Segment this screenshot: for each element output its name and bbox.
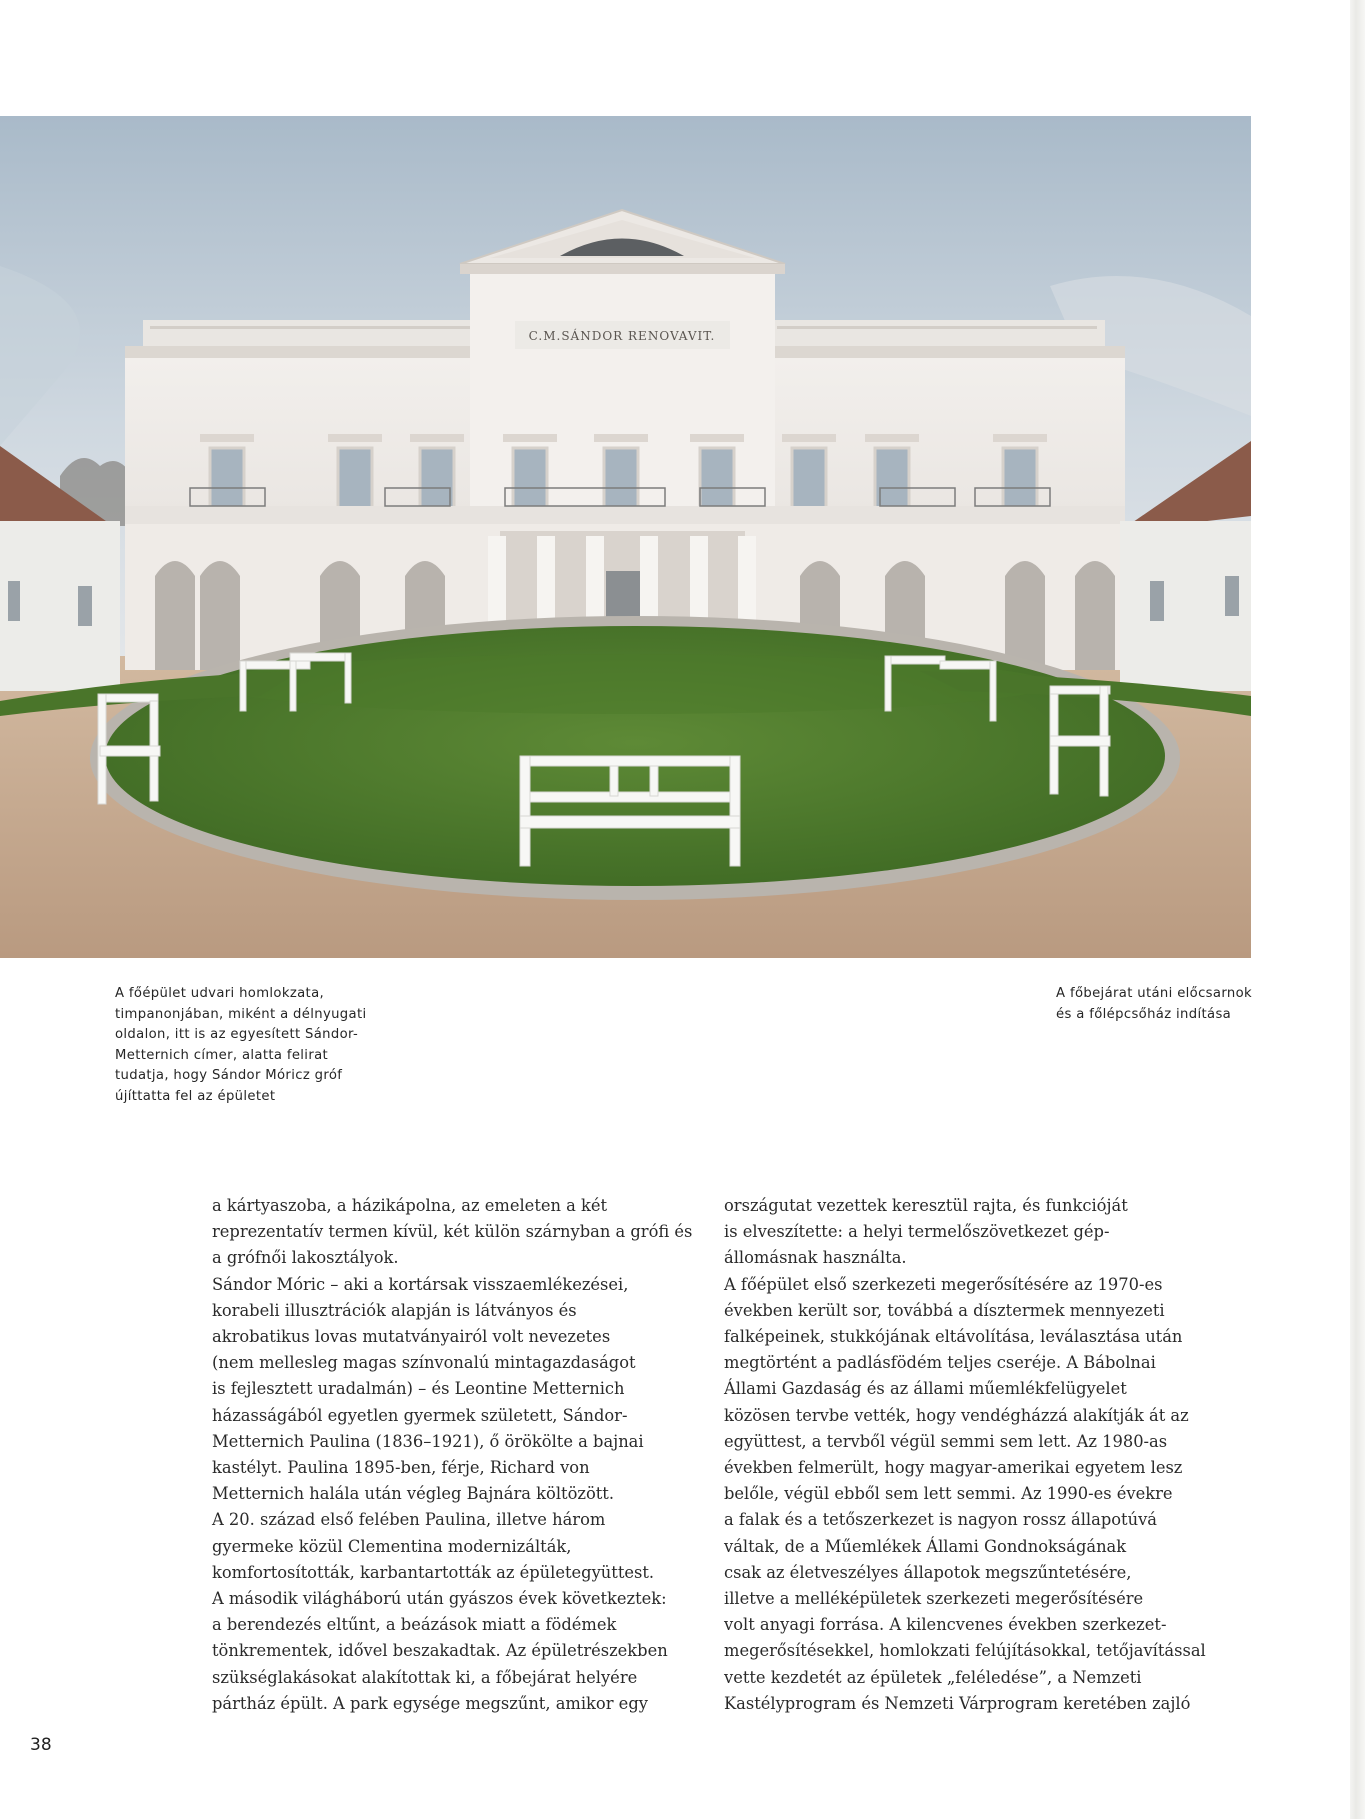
text-line: országutat vezettek keresztül rajta, és funkcióját: [724, 1196, 1128, 1215]
text-line: Metternich Paulina (1836–1921), ő örökölte a bajnai: [212, 1431, 644, 1451]
text-line: reprezentatív termen kívül, két külön szárnyban a grófi és: [212, 1222, 693, 1242]
text-line: a grófnői lakosztályok.: [212, 1248, 399, 1268]
caption-line: tudatja, hogy Sándor Móricz gróf: [115, 1068, 343, 1083]
caption-line: Metternich címer, alatta felirat: [115, 1047, 329, 1063]
text-line: állomásnak használta.: [724, 1248, 907, 1268]
facade-inscription: C.M.SÁNDOR RENOVAVIT.: [528, 329, 716, 343]
caption-line: A főépület udvari homlokzata,: [115, 986, 325, 1001]
photo-caption-right: [1056, 984, 1252, 1025]
caption-line: A főbejárat utáni előcsarnok: [1056, 986, 1252, 1001]
text-line: közösen tervbe vették, hogy vendégházzá alakítják át az: [724, 1405, 1189, 1425]
manor-courtyard-photo: [0, 116, 1251, 958]
text-line: Sándor Móric – aki a kortársak visszaemlékezései,: [212, 1274, 629, 1294]
text-line: falképeinek, stukkójának eltávolítása, leválasztása után: [724, 1327, 1183, 1347]
text-line: A főépület első szerkezeti megerősítésére az 1970-es: [724, 1274, 1163, 1294]
text-line: Metternich halála után végleg Bajnára költözött.: [212, 1484, 615, 1504]
text-line: illetve a melléképületek szerkezeti megerősítésére: [724, 1589, 1144, 1609]
text-line: tönkrementek, idővel beszakadtak. Az épületrészekben: [212, 1641, 668, 1661]
text-line: években került sor, továbbá a dísztermek mennyezeti: [724, 1300, 1165, 1320]
page-spine-shadow: [1350, 0, 1365, 1819]
text-line: akrobatikus lovas mutatványairól volt nevezetes: [212, 1327, 611, 1347]
caption-line: oldalon, itt is az egyesített Sándor-: [115, 1027, 359, 1042]
text-line: is fejlesztett uradalmán) – és Leontine Metternich: [212, 1379, 625, 1399]
text-line: házasságából egyetlen gyermek született, Sándor-: [212, 1405, 628, 1425]
photo-caption-left: [115, 984, 367, 1107]
text-line: a falak és a tetőszerkezet is nagyon rossz állapotúvá: [724, 1510, 1157, 1530]
text-line: volt anyagi forrása. A kilencvenes években szerkezet-: [724, 1615, 1167, 1635]
text-line: vette kezdetét az épületek „feléledése”, a Nemzeti: [724, 1667, 1142, 1687]
text-line: Kastélyprogram és Nemzeti Várprogram keretében zajló: [724, 1693, 1191, 1713]
text-line: csak az életveszélyes állapotok megszűntetésére,: [724, 1562, 1132, 1582]
caption-line: és a főlépcsőház indítása: [1056, 1006, 1232, 1022]
body-text-left-column: [212, 1193, 692, 1717]
text-line: a kártyaszoba, a házikápolna, az emeleten a két: [212, 1196, 608, 1215]
text-line: megerősítésekkel, homlokzati felújításokkal, tetőjavítással: [724, 1641, 1206, 1661]
text-line: gyermeke közül Clementina modernizálták,: [212, 1536, 572, 1556]
page-number: 38: [30, 1735, 52, 1755]
caption-line: újíttatta fel az épületet: [115, 1088, 276, 1104]
text-line: korabeli illusztrációk alapján is látványos és: [212, 1300, 577, 1320]
text-line: megtörtént a padlásfödém teljes cseréje. A Bábolnai: [724, 1353, 1156, 1373]
caption-line: timpanonjában, miként a délnyugati: [115, 1006, 367, 1022]
text-line: Állami Gazdaság és az állami műemlékfelügyelet: [724, 1379, 1127, 1399]
text-line: kastélyt. Paulina 1895-ben, férje, Richard von: [212, 1458, 590, 1478]
text-line: pártház épült. A park egysége megszűnt, amikor egy: [212, 1693, 648, 1713]
text-line: szükséglakásokat alakítottak ki, a főbejárat helyére: [212, 1667, 638, 1687]
text-line: években felmerült, hogy magyar-amerikai egyetem lesz: [724, 1458, 1183, 1478]
text-line: (nem mellesleg magas színvonalú mintagazdaságot: [212, 1353, 636, 1373]
body-text-right-column: [724, 1193, 1206, 1717]
text-line: a berendezés eltűnt, a beázások miatt a födémek: [212, 1615, 617, 1635]
text-line: komfortosították, karbantartották az épületegyüttest.: [212, 1562, 655, 1582]
text-line: együttest, a tervből végül semmi sem lett. Az 1980-as: [724, 1431, 1168, 1451]
text-line: váltak, de a Műemlékek Állami Gondnokságának: [724, 1536, 1127, 1556]
text-line: A 20. század első felében Paulina, illetve három: [212, 1510, 606, 1530]
text-line: A második világháború után gyászos évek következtek:: [212, 1589, 667, 1609]
text-line: is elveszítette: a helyi termelőszövetkezet gép-: [724, 1222, 1110, 1242]
text-line: belőle, végül ebből sem lett semmi. Az 1990-es évekre: [724, 1484, 1173, 1504]
